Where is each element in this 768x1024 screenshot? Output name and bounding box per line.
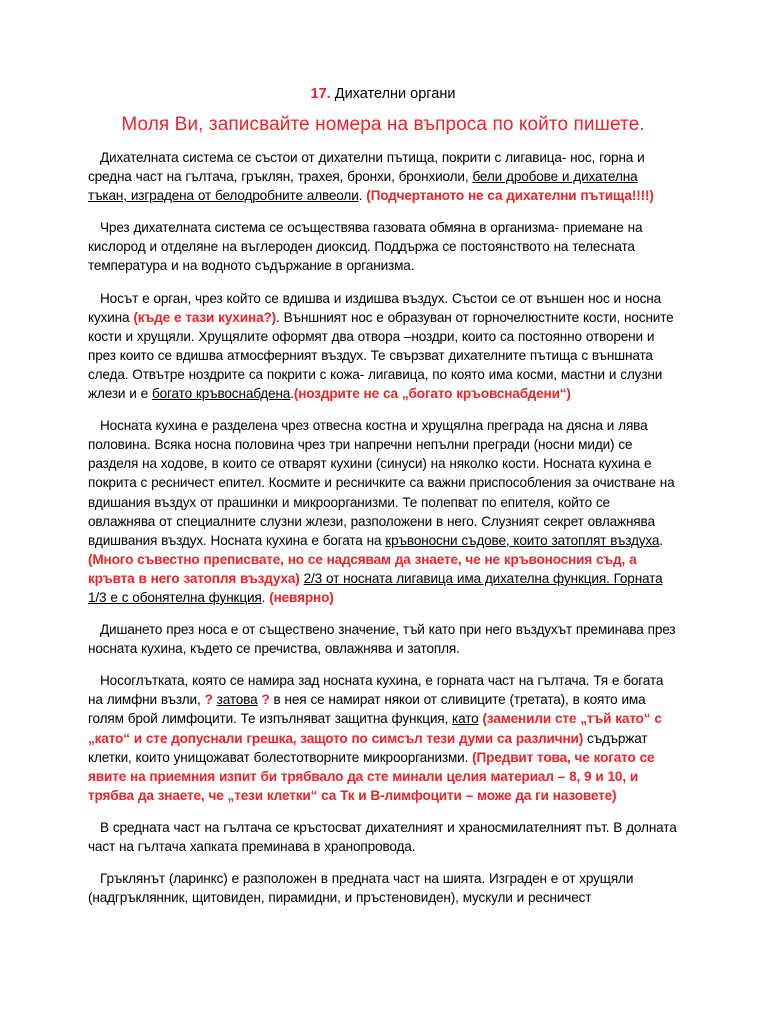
paragraph-nasal-cavity: [88, 416, 678, 607]
text: в нея се намират някои от сливиците (третата), в която има голям брой лимфоцити. Те изпълняват защитна функция,: [88, 692, 646, 727]
red-comment: ?: [261, 692, 270, 708]
underlined-text: затова: [216, 692, 258, 708]
paragraph-larynx: Гръклянът (ларинкс) е разположен в предната част на шията. Изграден е от хрущяли (надгръклянник, щитовиден, пирамидни, и пръстеновиден), мускули и ресничест: [88, 871, 634, 906]
red-comment: (Подчертаното не са дихателни пътища!!!!): [366, 188, 654, 204]
underlined-text: богато кръвоснабдена: [152, 386, 291, 402]
paragraph-nasal-breathing: Дишането през носа е от съществено значение, тъй като при него въздухът преминава през носната кухина, където се пречиства, овлажнява и затопля.: [88, 622, 676, 657]
paragraph-pharynx: В средната част на гълтача се кръстосват дихателният и храносмилателният път. В долната част на гълтача хапката преминава в хранопровода.: [88, 819, 677, 854]
text: Носната кухина е разделена чрез отвесна костна и хрущялна преграда на дясна и лява половина. Всяка носна половина чрез три напречни непълни прегради (носни миди) се разделя на ходове, в които се отварят кухини (синуси) на няколко кости. Носната кухина е покрита с ресничест епител. Космите и ресничките са важни приспособления за очистване на вдишания въздух от прашинки и микроорганизми. Те полепват по епителя, който се овлажнява от специалните слузни жлези, разположени в него. Слузният секрет овлажнява вдишвания въздух. Носната кухина е богата на: [88, 418, 675, 548]
document-page: [88, 86, 678, 920]
text: .: [261, 589, 270, 605]
text: .: [659, 532, 663, 548]
paragraph-nasopharynx: [88, 671, 678, 805]
text: . Външният нос е образуван от горночелюстните кости, носните кости и хрущяли. Хрущялите оформят два отвора –ноздри, които са постоянно отворени и през които се вдишва атмосферният въздух. Те свързват дихателните пътища с външната следа. Отвътре ноздрите са покрити с кожа- лигавица, по която има косми, мастни и слузни жлези и е: [88, 309, 674, 402]
instruction-note: Моля Ви, записвайте номера на въпроса по който пишете.: [121, 114, 645, 135]
text: .: [290, 386, 294, 402]
paragraph-nose: [88, 289, 678, 404]
text: Дихателната система се състои от дихателни пътища, покрити с лигавица- нос, горна и средна част на гълтача, гръклян, трахея, бронхи, бронхиоли,: [88, 150, 645, 185]
red-comment: ?: [204, 692, 213, 708]
underlined-text: кръвоносни съдове, които затоплят въздуха: [385, 532, 660, 548]
underlined-text: 2/3 от носната лигавица има дихателна функция. Горната 1/3 е с обонятелна функция: [88, 570, 663, 605]
paragraph-gas-exchange: Чрез дихателната система се осъществява газовата обмяна в организма- приемане на кислород и отделяне на въглероден диоксид. Поддържа се постоянството на телесната температура и на водното съдържание в организма.: [88, 220, 643, 274]
text: Носоглътката, която се намира зад носната кухина, е горната част на гълтача. Тя е богата на лимфни възли,: [88, 673, 664, 708]
paragraph-respiratory-system: [88, 148, 678, 205]
underlined-text: като: [452, 711, 479, 727]
page-title: [88, 86, 678, 102]
question-number: 17.: [310, 86, 331, 102]
underlined-text: бели дробове и дихателна тъкан, изградена от белодробните алвеоли: [88, 169, 638, 204]
title-text: Дихателни органи: [334, 86, 456, 102]
text: Носът е орган, чрез който се вдишва и издишва въздух. Състои се от външен нос и носна кухина: [88, 290, 662, 325]
red-comment: (ноздрите не са „богато кръовснабдени“): [293, 386, 571, 402]
red-comment: (Много съвестно преписвате, но се надсявам да знаете, че не кръвоносния съд, а кръвта в него затопля въздуха): [88, 551, 637, 586]
red-comment: (невярно): [269, 589, 334, 605]
red-comment: (заменили сте „тъй като“ с „като“ и сте допуснали грешка, защото по симсъл тези думи са различни): [88, 711, 662, 746]
red-comment: (Предвит това, че когато се явите на приемния изпит би трябвало да сте минали целия материал – 8, 9 и 10, и трябва да знаете, че „тези клетки“ са Тк и В-лимфоцити – може да ги назовете): [88, 749, 655, 803]
text: .: [358, 188, 367, 204]
red-comment: (къде е тази кухина?): [133, 309, 277, 325]
text: съдържат клетки, които унищожават болестотворните микроорганизми.: [88, 730, 648, 765]
